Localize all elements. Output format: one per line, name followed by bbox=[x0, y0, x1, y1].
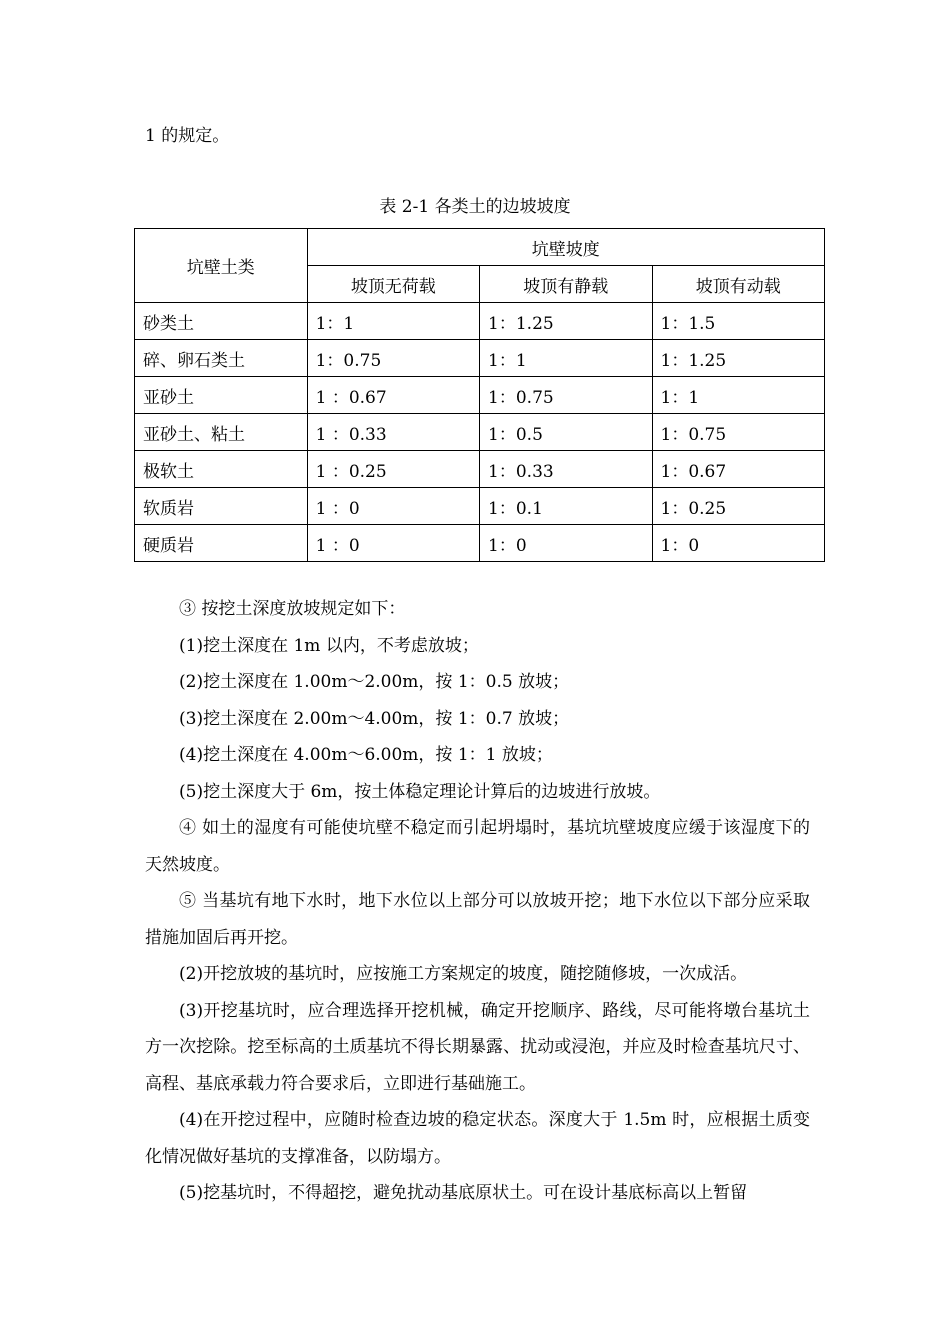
slope-value-cell: 1：0.5 bbox=[480, 414, 652, 451]
table-row bbox=[135, 377, 825, 414]
slope-value-cell: 1：1 bbox=[307, 303, 479, 340]
table-row bbox=[135, 414, 825, 451]
soil-type-cell: 极软土 bbox=[135, 451, 308, 488]
paragraph: (4)挖土深度在 4.00m～6.00m，按 1：1 放坡； bbox=[179, 745, 553, 765]
slope-value-cell: 1：0 bbox=[480, 525, 652, 562]
slope-value-cell: 1：1.25 bbox=[480, 303, 652, 340]
slope-value-cell: 1 ：0.25 bbox=[307, 451, 479, 488]
table-row bbox=[135, 525, 825, 562]
slope-value-cell: 1：0.75 bbox=[307, 340, 479, 377]
slope-value-cell: 1：1.5 bbox=[652, 303, 825, 340]
paragraph: ⑤ 当基坑有地下水时，地下水位以上部分可以放坡开挖；地下水位以下部分应采取措施加固后再开挖。 bbox=[145, 891, 810, 948]
soil-type-cell: 砂类土 bbox=[135, 303, 308, 340]
slope-value-cell: 1 ：0 bbox=[307, 488, 479, 525]
paragraph: ④ 如土的湿度有可能使坑壁不稳定而引起坍塌时，基坑坑壁坡度应缓于该湿度下的天然坡度。 bbox=[145, 818, 810, 875]
table-body bbox=[135, 303, 825, 562]
slope-value-cell: 1：0.75 bbox=[652, 414, 825, 451]
header-slope-group: 坑壁坡度 bbox=[307, 229, 824, 266]
header-soil-type: 坑壁土类 bbox=[135, 229, 308, 303]
table-row bbox=[135, 451, 825, 488]
header-dynamic-load: 坡顶有动载 bbox=[652, 266, 825, 303]
table-row bbox=[135, 303, 825, 340]
slope-value-cell: 1：1.25 bbox=[652, 340, 825, 377]
soil-type-cell: 软质岩 bbox=[135, 488, 308, 525]
header-static-load: 坡顶有静载 bbox=[480, 266, 652, 303]
soil-type-cell: 硬质岩 bbox=[135, 525, 308, 562]
paragraph: (3)开挖基坑时，应合理选择开挖机械，确定开挖顺序、路线，尽可能将墩台基坑土方一次挖除。挖至标高的土质基坑不得长期暴露、扰动或浸泡，并应及时检查基坑尺寸、高程、基底承载力符合要求后，立即进行基础施工。 bbox=[145, 1000, 810, 1094]
slope-value-cell: 1：1 bbox=[652, 377, 825, 414]
slope-table bbox=[134, 228, 825, 562]
paragraph: (3)挖土深度在 2.00m～4.00m，按 1：0.7 放坡； bbox=[179, 708, 570, 729]
slope-value-cell: 1：0.75 bbox=[480, 377, 652, 414]
paragraph: (1)挖土深度在 1m 以内，不考虑放坡； bbox=[179, 635, 479, 656]
slope-value-cell: 1：0.67 bbox=[652, 451, 825, 488]
paragraph: (2)挖土深度在 1.00m～2.00m，按 1：0.5 放坡； bbox=[179, 672, 570, 692]
soil-type-cell: 碎、卵石类土 bbox=[135, 340, 308, 377]
slope-value-cell: 1：1 bbox=[480, 340, 652, 377]
paragraph: ③ 按挖土深度放坡规定如下： bbox=[179, 599, 406, 619]
paragraph: (4)在开挖过程中，应随时检查边坡的稳定状态。深度大于 1.5m 时，应根据土质变化情况做好基坑的支撑准备，以防塌方。 bbox=[145, 1110, 810, 1167]
table-row bbox=[135, 488, 825, 525]
table-caption: 表 2-1 各类土的边坡坡度 bbox=[379, 197, 571, 217]
paragraph: (5)挖土深度大于 6m，按土体稳定理论计算后的边坡进行放坡。 bbox=[179, 781, 661, 802]
soil-type-cell: 亚砂土 bbox=[135, 377, 308, 414]
slope-value-cell: 1：0 bbox=[652, 525, 825, 562]
slope-value-cell: 1：0.1 bbox=[480, 488, 652, 525]
paragraph: (2)开挖放坡的基坑时，应按施工方案规定的坡度，随挖随修坡，一次成活。 bbox=[179, 964, 748, 984]
table-row bbox=[135, 340, 825, 377]
table-header-row bbox=[135, 229, 825, 266]
paragraph: (5)挖基坑时，不得超挖，避免扰动基底原状土。可在设计基底标高以上暂留 bbox=[179, 1183, 748, 1203]
intro-line: 1 的规定。 bbox=[145, 126, 230, 146]
slope-value-cell: 1：0.33 bbox=[480, 451, 652, 488]
soil-type-cell: 亚砂土、粘土 bbox=[135, 414, 308, 451]
header-no-load: 坡顶无荷载 bbox=[307, 266, 479, 303]
slope-value-cell: 1：0.25 bbox=[652, 488, 825, 525]
body-text bbox=[145, 591, 810, 1212]
slope-value-cell: 1 ：0.67 bbox=[307, 377, 479, 414]
slope-value-cell: 1 ：0 bbox=[307, 525, 479, 562]
slope-value-cell: 1 ：0.33 bbox=[307, 414, 479, 451]
